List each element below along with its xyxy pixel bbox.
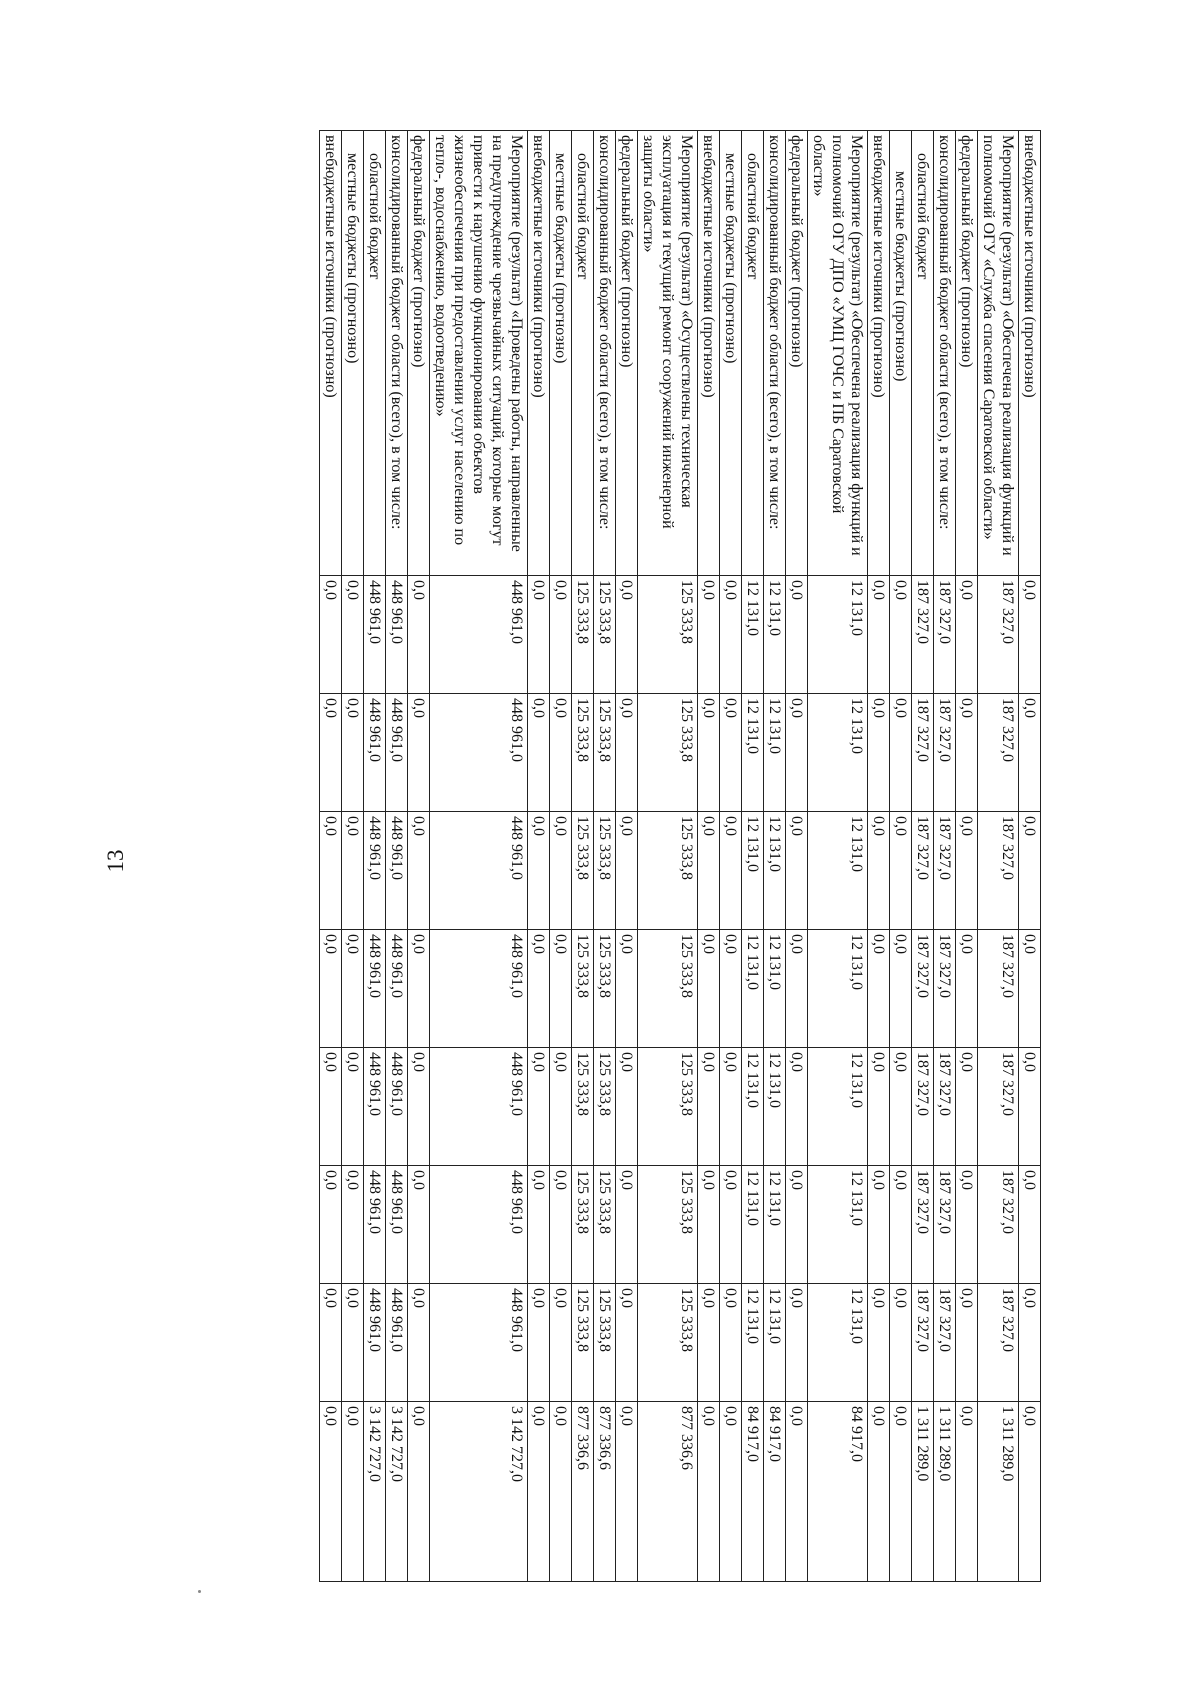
year-value-cell: 12 131,0: [808, 1284, 868, 1402]
year-value-cell: 0,0: [956, 930, 978, 1048]
year-value-cell: 448 961,0: [386, 694, 408, 812]
year-value-cell: 0,0: [616, 694, 638, 812]
year-value-cell: 448 961,0: [386, 1284, 408, 1402]
year-value-cell: 0,0: [1019, 1284, 1041, 1402]
year-value-cell: 0,0: [1019, 812, 1041, 930]
year-value-cell: 448 961,0: [430, 930, 528, 1048]
year-value-cell: 187 327,0: [934, 1048, 956, 1166]
year-value-cell: 0,0: [616, 1166, 638, 1284]
year-value-cell: 0,0: [868, 1048, 890, 1166]
year-value-cell: 187 327,0: [978, 1284, 1019, 1402]
year-value-cell: 125 333,8: [638, 1166, 698, 1284]
year-value-cell: 12 131,0: [742, 930, 764, 1048]
year-value-cell: 187 327,0: [912, 1048, 934, 1166]
year-value-cell: 0,0: [616, 930, 638, 1048]
rotated-page-content: [200, 130, 1041, 1581]
row-label: консолидированный бюджет области (всего), в том числе:: [934, 131, 956, 576]
year-value-cell: 0,0: [550, 1166, 572, 1284]
row-label: областной бюджет: [364, 131, 386, 576]
year-value-cell: 448 961,0: [364, 1284, 386, 1402]
year-value-cell: 0,0: [528, 1284, 550, 1402]
year-value-cell: 0,0: [528, 1166, 550, 1284]
row-label: областной бюджет: [912, 131, 934, 576]
year-value-cell: 0,0: [1019, 930, 1041, 1048]
year-value-cell: 0,0: [698, 812, 720, 930]
year-value-cell: 0,0: [868, 930, 890, 1048]
year-value-cell: 187 327,0: [978, 1166, 1019, 1284]
year-value-cell: 125 333,8: [594, 1284, 616, 1402]
year-value-cell: 0,0: [528, 1048, 550, 1166]
year-value-cell: 0,0: [320, 1166, 342, 1284]
table-row: [720, 131, 742, 1582]
year-value-cell: 448 961,0: [364, 1166, 386, 1284]
year-value-cell: 12 131,0: [764, 1166, 786, 1284]
total-cell: 877 336,6: [594, 1402, 616, 1582]
table-row: [638, 131, 698, 1582]
scan-mark: [198, 1590, 201, 1593]
total-cell: 0,0: [320, 1402, 342, 1582]
year-value-cell: 125 333,8: [594, 1166, 616, 1284]
year-value-cell: 0,0: [698, 1284, 720, 1402]
row-label: федеральный бюджет (прогнозно): [956, 131, 978, 576]
total-cell: 0,0: [720, 1402, 742, 1582]
year-value-cell: 187 327,0: [934, 1166, 956, 1284]
total-cell: 0,0: [408, 1402, 430, 1582]
total-cell: 877 336,6: [638, 1402, 698, 1582]
year-value-cell: 125 333,8: [638, 930, 698, 1048]
row-label: Мероприятие (результат) «Обеспечена реализация функций и полномочий ОГУ «Служба спасения Саратовской области»: [978, 131, 1019, 576]
year-value-cell: 0,0: [550, 1048, 572, 1166]
table-row: [698, 131, 720, 1582]
year-value-cell: 125 333,8: [572, 930, 594, 1048]
year-value-cell: 0,0: [890, 812, 912, 930]
year-value-cell: 448 961,0: [364, 930, 386, 1048]
year-value-cell: 187 327,0: [912, 576, 934, 694]
total-cell: 84 917,0: [742, 1402, 764, 1582]
row-label: местные бюджеты (прогнозно): [550, 131, 572, 576]
budget-table: [319, 130, 1041, 1582]
year-value-cell: 0,0: [1019, 694, 1041, 812]
year-value-cell: 0,0: [320, 576, 342, 694]
year-value-cell: 187 327,0: [912, 1166, 934, 1284]
year-value-cell: 0,0: [616, 1048, 638, 1166]
row-label: федеральный бюджет (прогнозно): [786, 131, 808, 576]
year-value-cell: 12 131,0: [764, 694, 786, 812]
year-value-cell: 0,0: [868, 812, 890, 930]
year-value-cell: 0,0: [408, 694, 430, 812]
total-cell: 3 142 727,0: [364, 1402, 386, 1582]
table-row: [1019, 131, 1041, 1582]
year-value-cell: 0,0: [528, 694, 550, 812]
year-value-cell: 12 131,0: [808, 576, 868, 694]
year-value-cell: 12 131,0: [764, 930, 786, 1048]
year-value-cell: 187 327,0: [912, 930, 934, 1048]
year-value-cell: 187 327,0: [934, 812, 956, 930]
year-value-cell: 125 333,8: [572, 1048, 594, 1166]
total-cell: 0,0: [616, 1402, 638, 1582]
year-value-cell: 12 131,0: [808, 812, 868, 930]
total-cell: 0,0: [1019, 1402, 1041, 1582]
year-value-cell: 448 961,0: [364, 1048, 386, 1166]
year-value-cell: 0,0: [890, 1284, 912, 1402]
year-value-cell: 0,0: [720, 1166, 742, 1284]
year-value-cell: 0,0: [408, 576, 430, 694]
table-row: [912, 131, 934, 1582]
year-value-cell: 125 333,8: [638, 576, 698, 694]
year-value-cell: 0,0: [956, 1166, 978, 1284]
year-value-cell: 448 961,0: [430, 1166, 528, 1284]
total-cell: 1 311 289,0: [978, 1402, 1019, 1582]
table-row: [572, 131, 594, 1582]
total-cell: 0,0: [528, 1402, 550, 1582]
year-value-cell: 187 327,0: [912, 812, 934, 930]
year-value-cell: 0,0: [698, 1048, 720, 1166]
year-value-cell: 0,0: [320, 930, 342, 1048]
row-label: внебюджетные источники (прогнозно): [868, 131, 890, 576]
year-value-cell: 125 333,8: [638, 694, 698, 812]
year-value-cell: 448 961,0: [386, 930, 408, 1048]
page-number: 13: [103, 849, 128, 873]
table-row: [320, 131, 342, 1582]
table-row: [594, 131, 616, 1582]
year-value-cell: 0,0: [408, 1284, 430, 1402]
row-label: внебюджетные источники (прогнозно): [528, 131, 550, 576]
year-value-cell: 0,0: [720, 812, 742, 930]
table-row: [386, 131, 408, 1582]
table-row: [868, 131, 890, 1582]
year-value-cell: 187 327,0: [912, 1284, 934, 1402]
table-row: [934, 131, 956, 1582]
total-cell: 1 311 289,0: [934, 1402, 956, 1582]
year-value-cell: 12 131,0: [808, 930, 868, 1048]
total-cell: 3 142 727,0: [430, 1402, 528, 1582]
year-value-cell: 448 961,0: [430, 1048, 528, 1166]
row-label: консолидированный бюджет области (всего), в том числе:: [764, 131, 786, 576]
year-value-cell: 0,0: [320, 694, 342, 812]
year-value-cell: 0,0: [342, 694, 364, 812]
year-value-cell: 0,0: [528, 812, 550, 930]
year-value-cell: 12 131,0: [742, 694, 764, 812]
table-row: [364, 131, 386, 1582]
year-value-cell: 0,0: [956, 694, 978, 812]
year-value-cell: 125 333,8: [572, 812, 594, 930]
table-row: [956, 131, 978, 1582]
year-value-cell: 0,0: [890, 1048, 912, 1166]
year-value-cell: 0,0: [786, 1166, 808, 1284]
year-value-cell: 0,0: [890, 1166, 912, 1284]
year-value-cell: 448 961,0: [386, 812, 408, 930]
row-label: федеральный бюджет (прогнозно): [616, 131, 638, 576]
year-value-cell: 125 333,8: [594, 576, 616, 694]
table-row: [616, 131, 638, 1582]
year-value-cell: 187 327,0: [978, 1048, 1019, 1166]
table-row: [408, 131, 430, 1582]
year-value-cell: 448 961,0: [386, 1166, 408, 1284]
year-value-cell: 125 333,8: [638, 1048, 698, 1166]
total-cell: 3 142 727,0: [386, 1402, 408, 1582]
year-value-cell: 125 333,8: [572, 694, 594, 812]
year-value-cell: 0,0: [868, 1166, 890, 1284]
year-value-cell: 0,0: [342, 1284, 364, 1402]
year-value-cell: 0,0: [408, 930, 430, 1048]
year-value-cell: 0,0: [550, 1284, 572, 1402]
total-cell: 0,0: [890, 1402, 912, 1582]
row-label: Мероприятие (результат) «Проведены работы, направленные на предупреждение чрезвычайных ситуаций, которые могут привести к нарушению функционирования объектов жизнеобеспечения при предоставлении услуг населению по тепло-, водоснабжению, водоотведению»: [430, 131, 528, 576]
year-value-cell: 448 961,0: [364, 812, 386, 930]
year-value-cell: 0,0: [786, 576, 808, 694]
year-value-cell: 0,0: [342, 1166, 364, 1284]
total-cell: 877 336,6: [572, 1402, 594, 1582]
year-value-cell: 0,0: [720, 1284, 742, 1402]
year-value-cell: 0,0: [890, 576, 912, 694]
total-cell: 0,0: [786, 1402, 808, 1582]
total-cell: 0,0: [868, 1402, 890, 1582]
year-value-cell: 125 333,8: [594, 812, 616, 930]
year-value-cell: 0,0: [698, 694, 720, 812]
year-value-cell: 0,0: [550, 930, 572, 1048]
row-label: внебюджетные источники (прогнозно): [698, 131, 720, 576]
year-value-cell: 125 333,8: [638, 812, 698, 930]
year-value-cell: 0,0: [956, 1284, 978, 1402]
table-row: [342, 131, 364, 1582]
year-value-cell: 448 961,0: [386, 576, 408, 694]
year-value-cell: 0,0: [720, 694, 742, 812]
total-cell: 0,0: [342, 1402, 364, 1582]
year-value-cell: 448 961,0: [430, 576, 528, 694]
table-row: [742, 131, 764, 1582]
year-value-cell: 12 131,0: [808, 1048, 868, 1166]
row-label: консолидированный бюджет области (всего), в том числе:: [386, 131, 408, 576]
table-row: [550, 131, 572, 1582]
year-value-cell: 0,0: [320, 1048, 342, 1166]
year-value-cell: 12 131,0: [808, 1166, 868, 1284]
year-value-cell: 0,0: [890, 930, 912, 1048]
year-value-cell: 0,0: [786, 930, 808, 1048]
table-body: [320, 131, 1041, 1582]
year-value-cell: 12 131,0: [764, 576, 786, 694]
year-value-cell: 0,0: [408, 812, 430, 930]
year-value-cell: 0,0: [408, 1048, 430, 1166]
year-value-cell: 12 131,0: [764, 1284, 786, 1402]
year-value-cell: 448 961,0: [364, 576, 386, 694]
year-value-cell: 0,0: [698, 930, 720, 1048]
total-cell: 1 311 289,0: [912, 1402, 934, 1582]
row-label: местные бюджеты (прогнозно): [890, 131, 912, 576]
year-value-cell: 0,0: [342, 812, 364, 930]
year-value-cell: 0,0: [616, 812, 638, 930]
year-value-cell: 448 961,0: [364, 694, 386, 812]
year-value-cell: 0,0: [342, 576, 364, 694]
year-value-cell: 0,0: [1019, 1166, 1041, 1284]
table-row: [786, 131, 808, 1582]
year-value-cell: 187 327,0: [934, 576, 956, 694]
year-value-cell: 187 327,0: [934, 930, 956, 1048]
total-cell: 84 917,0: [764, 1402, 786, 1582]
year-value-cell: 0,0: [550, 694, 572, 812]
year-value-cell: 0,0: [320, 812, 342, 930]
year-value-cell: 0,0: [786, 1048, 808, 1166]
row-label: консолидированный бюджет области (всего), в том числе:: [594, 131, 616, 576]
year-value-cell: 0,0: [1019, 1048, 1041, 1166]
year-value-cell: 0,0: [528, 576, 550, 694]
year-value-cell: 187 327,0: [934, 694, 956, 812]
table-row: [808, 131, 868, 1582]
year-value-cell: 0,0: [956, 812, 978, 930]
year-value-cell: 125 333,8: [594, 930, 616, 1048]
year-value-cell: 0,0: [698, 1166, 720, 1284]
table-row: [764, 131, 786, 1582]
year-value-cell: 0,0: [868, 576, 890, 694]
year-value-cell: 0,0: [786, 812, 808, 930]
year-value-cell: 0,0: [956, 576, 978, 694]
row-label: внебюджетные источники (прогнозно): [1019, 131, 1041, 576]
row-label: областной бюджет: [742, 131, 764, 576]
year-value-cell: 0,0: [342, 930, 364, 1048]
year-value-cell: 125 333,8: [638, 1284, 698, 1402]
year-value-cell: 0,0: [550, 576, 572, 694]
year-value-cell: 448 961,0: [386, 1048, 408, 1166]
year-value-cell: 0,0: [868, 694, 890, 812]
year-value-cell: 0,0: [786, 694, 808, 812]
year-value-cell: 187 327,0: [978, 812, 1019, 930]
year-value-cell: 0,0: [342, 1048, 364, 1166]
year-value-cell: 12 131,0: [742, 576, 764, 694]
table-row: [890, 131, 912, 1582]
year-value-cell: 12 131,0: [742, 1048, 764, 1166]
row-label: местные бюджеты (прогнозно): [342, 131, 364, 576]
year-value-cell: 448 961,0: [430, 812, 528, 930]
row-label: внебюджетные источники (прогнозно): [320, 131, 342, 576]
row-label: федеральный бюджет (прогнозно): [408, 131, 430, 576]
year-value-cell: 187 327,0: [912, 694, 934, 812]
year-value-cell: 12 131,0: [808, 694, 868, 812]
year-value-cell: 12 131,0: [742, 812, 764, 930]
row-label: Мероприятие (результат) «Обеспечена реализация функций и полномочий ОГУ ДПО «УМЦ ГОЧС и ПБ Саратовской области»: [808, 131, 868, 576]
year-value-cell: 12 131,0: [742, 1284, 764, 1402]
year-value-cell: 0,0: [786, 1284, 808, 1402]
year-value-cell: 125 333,8: [572, 1166, 594, 1284]
year-value-cell: 125 333,8: [594, 694, 616, 812]
year-value-cell: 187 327,0: [978, 576, 1019, 694]
row-label: местные бюджеты (прогнозно): [720, 131, 742, 576]
table-row: [978, 131, 1019, 1582]
year-value-cell: 125 333,8: [572, 1284, 594, 1402]
total-cell: 84 917,0: [808, 1402, 868, 1582]
row-label: Мероприятие (результат) «Осуществлены техническая эксплуатация и текущий ремонт сооружений инженерной защиты области»: [638, 131, 698, 576]
year-value-cell: 0,0: [528, 930, 550, 1048]
total-cell: 0,0: [698, 1402, 720, 1582]
year-value-cell: 448 961,0: [430, 1284, 528, 1402]
year-value-cell: 125 333,8: [572, 576, 594, 694]
year-value-cell: 187 327,0: [934, 1284, 956, 1402]
year-value-cell: 0,0: [550, 812, 572, 930]
table-row: [528, 131, 550, 1582]
year-value-cell: 187 327,0: [978, 930, 1019, 1048]
year-value-cell: 0,0: [698, 576, 720, 694]
year-value-cell: 12 131,0: [764, 1048, 786, 1166]
year-value-cell: 0,0: [956, 1048, 978, 1166]
year-value-cell: 0,0: [616, 1284, 638, 1402]
table-row: [430, 131, 528, 1582]
year-value-cell: 12 131,0: [742, 1166, 764, 1284]
year-value-cell: 187 327,0: [978, 694, 1019, 812]
year-value-cell: 125 333,8: [594, 1048, 616, 1166]
year-value-cell: 0,0: [408, 1166, 430, 1284]
year-value-cell: 0,0: [720, 1048, 742, 1166]
year-value-cell: 0,0: [320, 1284, 342, 1402]
total-cell: 0,0: [956, 1402, 978, 1582]
row-label: областной бюджет: [572, 131, 594, 576]
year-value-cell: 0,0: [720, 576, 742, 694]
year-value-cell: 0,0: [616, 576, 638, 694]
year-value-cell: 0,0: [1019, 576, 1041, 694]
year-value-cell: 0,0: [890, 694, 912, 812]
year-value-cell: 0,0: [720, 930, 742, 1048]
year-value-cell: 0,0: [868, 1284, 890, 1402]
year-value-cell: 12 131,0: [764, 812, 786, 930]
total-cell: 0,0: [550, 1402, 572, 1582]
year-value-cell: 448 961,0: [430, 694, 528, 812]
